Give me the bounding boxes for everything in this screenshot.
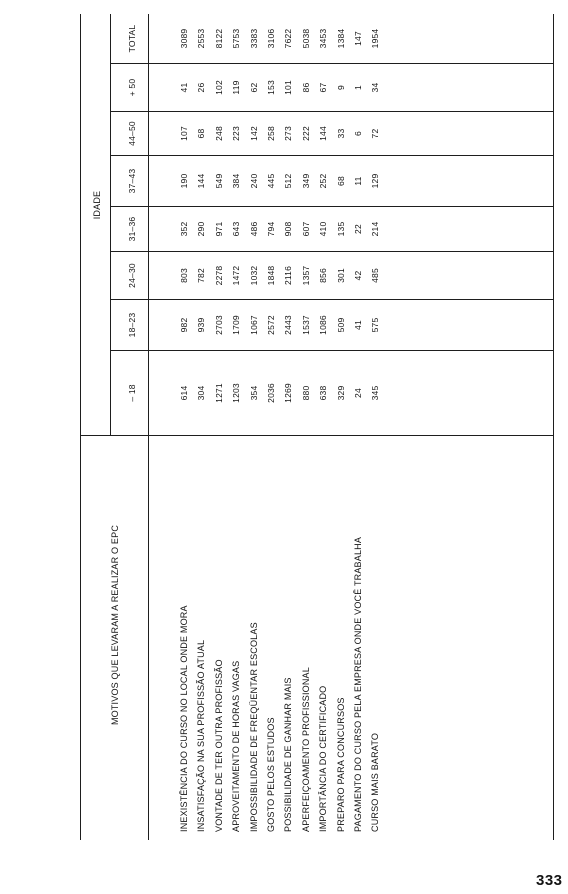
cell: 2443: [283, 315, 294, 335]
table-row: [353, 14, 363, 840]
cell: 67: [318, 82, 329, 93]
row-label: PREPARO PARA CONCURSOS: [335, 697, 346, 832]
rotated-table: [80, 14, 556, 840]
cell: 512: [283, 173, 294, 189]
cell: 1537: [300, 315, 311, 335]
cell: 3089: [179, 28, 189, 49]
cell: 1032: [248, 265, 259, 286]
cell: 144: [318, 126, 329, 141]
table-row: [249, 14, 259, 840]
cell: 509: [335, 317, 346, 333]
cell: 352: [179, 221, 189, 237]
cell: 6: [353, 131, 363, 136]
cell: 11: [353, 176, 363, 186]
cell: 782: [196, 268, 207, 283]
cell: 1848: [266, 265, 276, 286]
cell: 485: [370, 268, 381, 283]
row-label: APERFEIÇOAMENTO PROFISSIONAL: [300, 667, 311, 832]
cell: 614: [179, 385, 189, 401]
cell: 223: [231, 126, 242, 141]
cell: 486: [248, 221, 259, 237]
age-subheader-rule: [110, 14, 111, 435]
table-row: [266, 14, 276, 840]
cell: 2278: [213, 265, 224, 286]
cell: 33: [335, 128, 346, 139]
row-label: CURSO MAIS BARATO: [370, 732, 381, 832]
label-column-divider: [80, 435, 554, 436]
cell: 41: [353, 320, 363, 330]
cell: 794: [266, 221, 276, 237]
cell: 222: [300, 126, 311, 141]
cell: 304: [196, 385, 207, 401]
cell: 290: [196, 221, 207, 237]
cell: 2116: [283, 265, 294, 286]
col-divider-3: [110, 251, 554, 252]
cell: 119: [231, 80, 242, 95]
cell: 1086: [318, 315, 329, 335]
cell: 354: [248, 385, 259, 401]
cell: 9: [335, 85, 346, 90]
row-label: GOSTO PELOS ESTUDOS: [266, 717, 276, 832]
row-label: PAGAMENTO DO CURSO PELA EMPRESA ONDE VOCÊ TRABALHA: [353, 536, 363, 832]
column-header: + 50: [127, 78, 137, 97]
table-row: [336, 14, 346, 840]
cell: 190: [179, 173, 189, 189]
cell: 153: [266, 80, 276, 95]
cell: 273: [283, 126, 294, 141]
cell: 349: [300, 173, 311, 189]
cell: 240: [248, 173, 259, 189]
cell: 129: [370, 173, 381, 189]
row-label: VONTADE DE TER OUTRA PROFISSÃO: [213, 659, 224, 832]
cell: 939: [196, 317, 207, 333]
page-number: 333: [536, 872, 563, 889]
cell: 2553: [196, 28, 207, 49]
table-row: [196, 14, 206, 840]
row-label: IMPORTÂNCIA DO CERTIFICADO: [318, 685, 329, 832]
col-divider-4: [110, 206, 554, 207]
header-rule: [148, 14, 149, 840]
cell: 445: [266, 173, 276, 189]
cell: 638: [318, 385, 329, 401]
row-label: INSATISFAÇÃO NA SUA PROFISSÃO ATUAL: [196, 639, 207, 832]
column-header: 31–36: [127, 216, 137, 242]
cell: 41: [179, 82, 189, 93]
cell: 3383: [248, 28, 259, 49]
table-row: [370, 14, 380, 840]
cell: 1271: [213, 383, 224, 403]
cell: 1067: [248, 315, 259, 335]
cell: 971: [213, 221, 224, 237]
table-row: [214, 14, 224, 840]
cell: 549: [213, 173, 224, 189]
cell: 62: [248, 82, 259, 93]
cell: 2703: [213, 315, 224, 335]
cell: 102: [213, 80, 224, 95]
col-divider-7: [110, 63, 554, 64]
age-group-header: IDADE: [92, 190, 102, 220]
cell: 880: [300, 385, 311, 401]
cell: 26: [196, 82, 207, 93]
cell: 2572: [266, 315, 276, 335]
cell: 1709: [231, 315, 242, 335]
column-header: TOTAL: [127, 24, 137, 53]
cell: 1954: [370, 28, 381, 49]
cell: 86: [300, 82, 311, 93]
cell: 982: [179, 317, 189, 333]
cell: 144: [196, 173, 207, 189]
cell: 107: [179, 126, 189, 141]
cell: 2036: [266, 383, 276, 403]
cell: 575: [370, 317, 381, 333]
table-row: [283, 14, 293, 840]
cell: 5753: [231, 28, 242, 49]
cell: 301: [335, 268, 346, 283]
cell: 3106: [266, 28, 276, 49]
col-divider-2: [110, 299, 554, 300]
cell: 908: [283, 221, 294, 237]
cell: 5038: [300, 28, 311, 49]
col-divider-5: [110, 155, 554, 156]
cell: 258: [266, 126, 276, 141]
cell: 72: [370, 128, 381, 139]
row-label: POSSIBILIDADE DE GANHAR MAIS: [283, 677, 294, 832]
table-row: [301, 14, 311, 840]
cell: 1203: [231, 383, 242, 403]
column-header: 18–23: [127, 312, 137, 338]
cell: 856: [318, 268, 329, 283]
cell: 329: [335, 385, 346, 401]
cell: 410: [318, 221, 329, 237]
cell: 135: [335, 221, 346, 237]
cell: 1269: [283, 383, 294, 403]
cell: 34: [370, 82, 381, 93]
table-row: [318, 14, 328, 840]
cell: 1357: [300, 265, 311, 286]
cell: 142: [248, 126, 259, 141]
table-row: [231, 14, 241, 840]
column-header: 44–50: [127, 121, 137, 146]
cell: 8122: [213, 28, 224, 49]
cell: 22: [353, 224, 363, 234]
cell: 7622: [283, 28, 294, 49]
row-label: INEXISTÊNCIA DO CURSO NO LOCAL ONDE MORA: [179, 605, 189, 832]
cell: 643: [231, 221, 242, 237]
table-bottom-rule: [553, 14, 554, 840]
cell: 1384: [335, 28, 346, 49]
cell: 607: [300, 221, 311, 237]
cell: 3453: [318, 28, 329, 49]
cell: 384: [231, 173, 242, 189]
cell: 803: [179, 268, 189, 283]
cell: 68: [335, 176, 346, 186]
cell: 42: [353, 270, 363, 281]
cell: 252: [318, 173, 329, 189]
cell: 24: [353, 388, 363, 398]
table-top-rule: [80, 14, 81, 840]
column-header: 37–43: [127, 168, 137, 194]
column-header: 24–30: [127, 263, 137, 288]
cell: 1: [353, 85, 363, 90]
cell: 214: [370, 221, 381, 237]
motives-header: MOTIVOS QUE LEVARAM A REALIZAR O EPC: [110, 524, 120, 726]
table-row: [179, 14, 189, 840]
cell: 147: [353, 31, 363, 46]
row-label: IMPOSSIBILIDADE DE FREQÜENTAR ESCOLAS: [248, 622, 259, 832]
cell: 248: [213, 126, 224, 141]
column-header: – 18: [127, 384, 137, 402]
row-label: APROVEITAMENTO DE HORAS VAGAS: [231, 660, 242, 832]
cell: 345: [370, 385, 381, 401]
col-divider-1: [110, 350, 554, 351]
col-divider-6: [110, 111, 554, 112]
cell: 101: [283, 80, 294, 95]
cell: 1472: [231, 265, 242, 286]
cell: 68: [196, 128, 207, 139]
